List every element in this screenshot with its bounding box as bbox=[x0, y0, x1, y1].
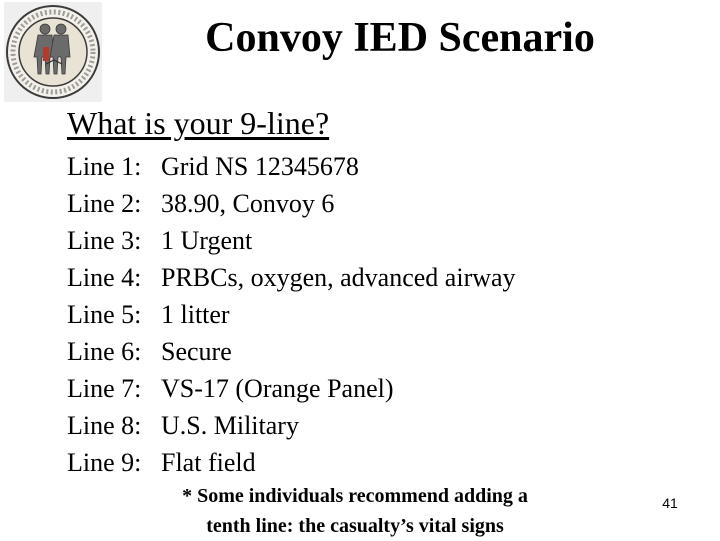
list-item bbox=[67, 259, 516, 296]
list-item bbox=[67, 296, 516, 333]
line-label: Line 4: bbox=[67, 263, 142, 292]
line-label: Line 3: bbox=[67, 226, 142, 255]
line-label: Line 1: bbox=[67, 152, 142, 181]
line-label: Line 2: bbox=[67, 189, 142, 218]
line-value: 38.90, Convoy 6 bbox=[161, 189, 335, 218]
line-value: Grid NS 12345678 bbox=[161, 152, 359, 181]
list-item bbox=[67, 222, 516, 259]
footnote-line-1: * Some individuals recommend adding a bbox=[182, 485, 528, 507]
line-label: Line 8: bbox=[67, 411, 142, 440]
list-item bbox=[67, 185, 516, 222]
footnote-line-2: tenth line: the casualty’s vital signs bbox=[206, 515, 504, 537]
combat-casualty-care-seal-icon bbox=[4, 2, 102, 102]
line-label: Line 9: bbox=[67, 448, 142, 477]
line-value: Flat field bbox=[161, 448, 256, 477]
list-item bbox=[67, 333, 516, 370]
list-item bbox=[67, 370, 516, 407]
line-value: Secure bbox=[161, 337, 232, 366]
footnote bbox=[140, 481, 570, 541]
nine-line-list bbox=[67, 148, 516, 481]
line-label: Line 5: bbox=[67, 300, 142, 329]
list-item bbox=[67, 407, 516, 444]
list-item bbox=[67, 148, 516, 185]
line-value: VS-17 (Orange Panel) bbox=[161, 374, 394, 403]
line-label: Line 7: bbox=[67, 374, 142, 403]
slide-subtitle: What is your 9-line? bbox=[67, 105, 330, 141]
list-item bbox=[67, 444, 516, 481]
page-number: 41 bbox=[662, 495, 678, 511]
line-label: Line 6: bbox=[67, 337, 142, 366]
line-value: 1 litter bbox=[161, 300, 230, 329]
slide-title: Convoy IED Scenario bbox=[205, 15, 595, 61]
line-value: U.S. Military bbox=[161, 411, 299, 440]
line-value: PRBCs, oxygen, advanced airway bbox=[161, 263, 516, 292]
line-value: 1 Urgent bbox=[161, 226, 253, 255]
